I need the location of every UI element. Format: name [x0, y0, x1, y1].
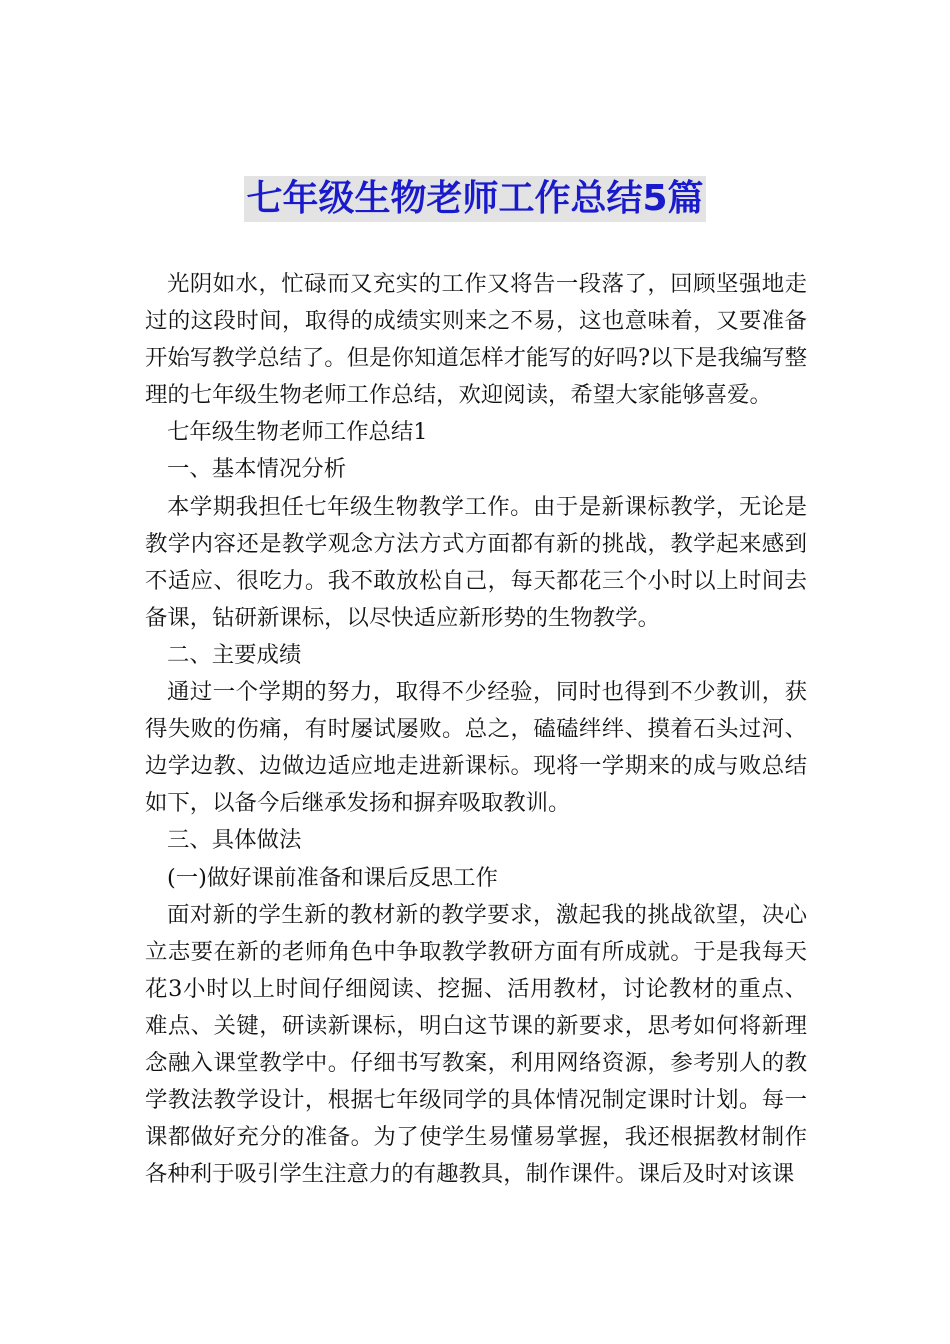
- section-heading-specific-methods: 三、具体做法: [167, 827, 302, 854]
- section-heading-summary-1: 七年级生物老师工作总结1: [167, 419, 428, 446]
- intro-paragraph: 光阴如水，忙碌而又充实的工作又将告一段落了，回顾坚强地走过的这段时间，取得的成绩实则来之不易，这也意味着，又要准备开始写教学总结了。但是你知道怎样才能写的好吗?以下是我编写整理的七年级生物老师工作总结，欢迎阅读，希望大家能够喜爱。: [145, 271, 807, 409]
- section-heading-main-achievements: 二、主要成绩: [167, 641, 302, 668]
- document-title: 七年级生物老师工作总结5篇: [244, 176, 705, 222]
- document-body: [145, 266, 807, 1193]
- paragraph-preparation: 面对新的学生新的教材新的教学要求，激起我的挑战欲望，决心立志要在新的老师角色中争取教学教研方面有所成就。于是我每天花3小时以上时间仔细阅读、挖掘、活用教材，讨论教材的重点、难点、关键，研读新课标，明白这节课的新要求，思考如何将新理念融入课堂教学中。仔细书写教案，利用网络资源，参考别人的教学教法教学设计，根据七年级同学的具体情况制定课时计划。每一课都做好充分的准备。为了使学生易懂易掌握，我还根据教材制作各种利于吸引学生注意力的有趣教具，制作课件。课后及时对该课: [145, 901, 807, 1188]
- paragraph-basic-situation: 本学期我担任七年级生物教学工作。由于是新课标教学，无论是教学内容还是教学观念方法方式方面都有新的挑战，教学起来感到不适应、很吃力。我不敢放松自己，每天都花三个小时以上时间去备课，钻研新课标，以尽快适应新形势的生物教学。: [145, 493, 807, 631]
- section-heading-basic-situation: 一、基本情况分析: [167, 456, 347, 483]
- subsection-heading-preparation: (一)做好课前准备和课后反思工作: [167, 864, 498, 891]
- title-wrap: [0, 176, 950, 222]
- paragraph-main-achievements: 通过一个学期的努力，取得不少经验，同时也得到不少教训，获得失败的伤痛，有时屡试屡败。总之，磕磕绊绊、摸着石头过河、边学边教、边做边适应地走进新课标。现将一学期来的成与败总结如下，以备今后继承发扬和摒弃吸取教训。: [145, 679, 807, 817]
